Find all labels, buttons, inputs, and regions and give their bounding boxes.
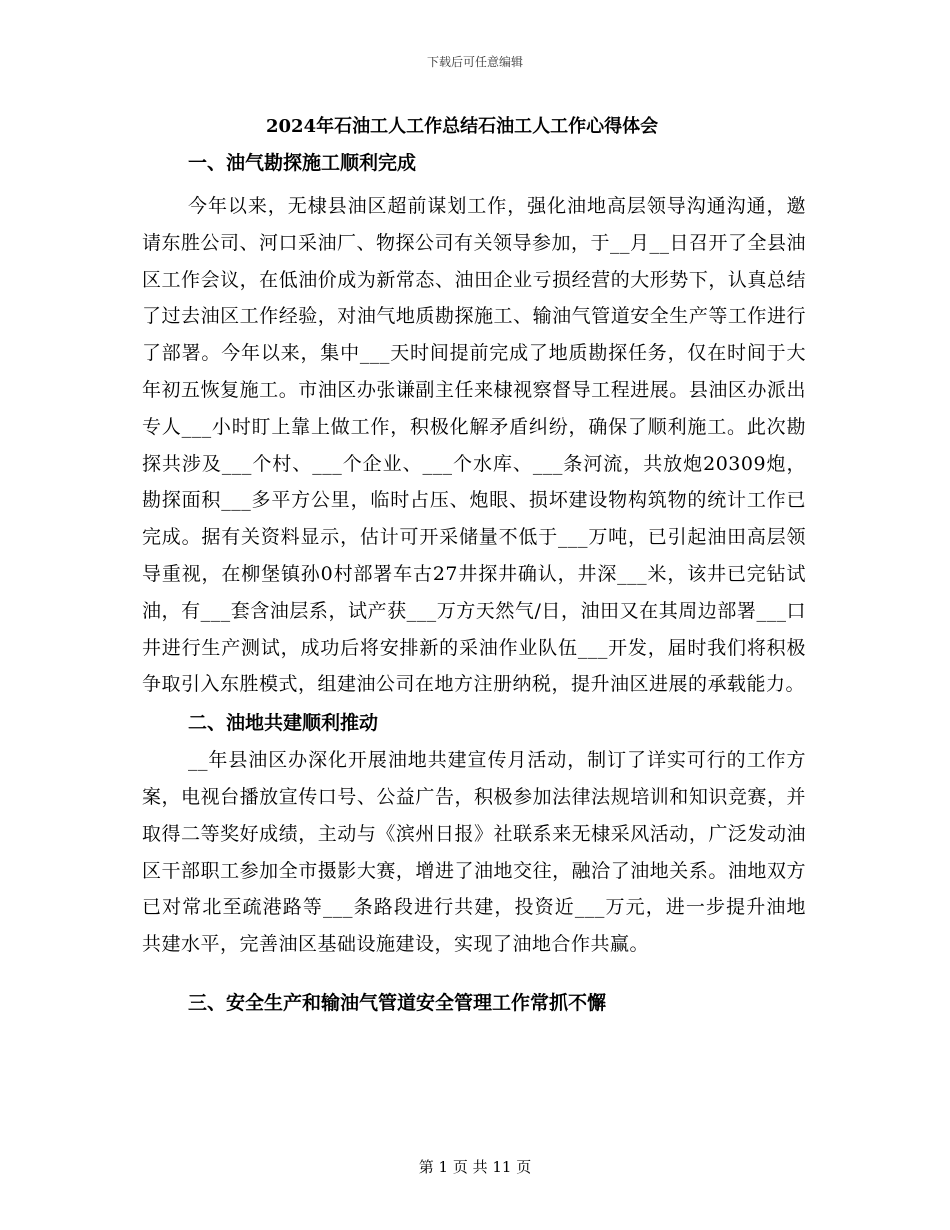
section-paragraph-2: __年县油区办深化开展油地共建宣传月活动，制订了详实可行的工作方案，电视台播放宣传口号、公益广告，积极参加法律法规培训和知识竞赛，并取得二等奖好成绩，主动与《滨州日报》社联系来无棣采风活动，广泛发动油区干部职工参加全市摄影大赛，增进了油地交往，融洽了油地关系。油地双方已对常北至疏港路等___条路段进行共建，投资近___万元，进一步提升油地共建水平，完善油区基础设施建设，实现了油地合作共赢。 xyxy=(142,749,806,956)
header-note: 下载后可任意编辑 xyxy=(426,55,523,69)
section-heading-2: 二、油地共建顺利推动 xyxy=(188,712,379,735)
section-heading-1: 一、油气勘探施工顺利完成 xyxy=(188,152,417,174)
section-paragraph-1: 今年以来，无棣县油区超前谋划工作，强化油地高层领导沟通沟通，邀请东胜公司、河口采油厂、物探公司有关领导参加，于__月__日召开了全县油区工作会议，在低油价成为新常态、油田企业亏损经营的大形势下，认真总结了过去油区工作经验，对油气地质勘探施工、输油气管道安全生产等工作进行了部署。今年以来，集中___天时间提前完成了地质勘探任务，仅在时间于大年初五恢复施工。市油区办张谦副主任来棣视察督导工程进展。县油区办派出专人___小时盯上靠上做工作，积极化解矛盾纠纷，确保了顺利施工。此次勘探共涉及___个村、___个企业、___个水库、___条河流，共放炮20309炮，勘探面积___多平方公里，临时占压、炮眼、损坏建设物构筑物的统计工作已完成。据有关资料显示，估计可开采储量不低于___万吨，已引起油田高层领导重视，在柳堡镇孙0村部署车古27井探井确认，井深___米，该井已完钻试油，有___套含油层系，试产获___万方天然气/日，油田又在其周边部署___口井进行生产测试，成功后将安排新的采油作业队伍___开发，届时我们将积极争取引入东胜模式，组建油公司在地方注册纳税，提升油区进展的承载能力。 xyxy=(142,195,807,696)
section-heading-3: 三、安全生产和输油气管道安全管理工作常抓不懈 xyxy=(188,991,607,1014)
document-title: 2024年石油工人工作总结石油工人工作心得体会 xyxy=(266,116,659,137)
document-body xyxy=(142,112,806,1019)
page-number-footer: 第 1 页 共 11 页 xyxy=(418,1158,532,1176)
